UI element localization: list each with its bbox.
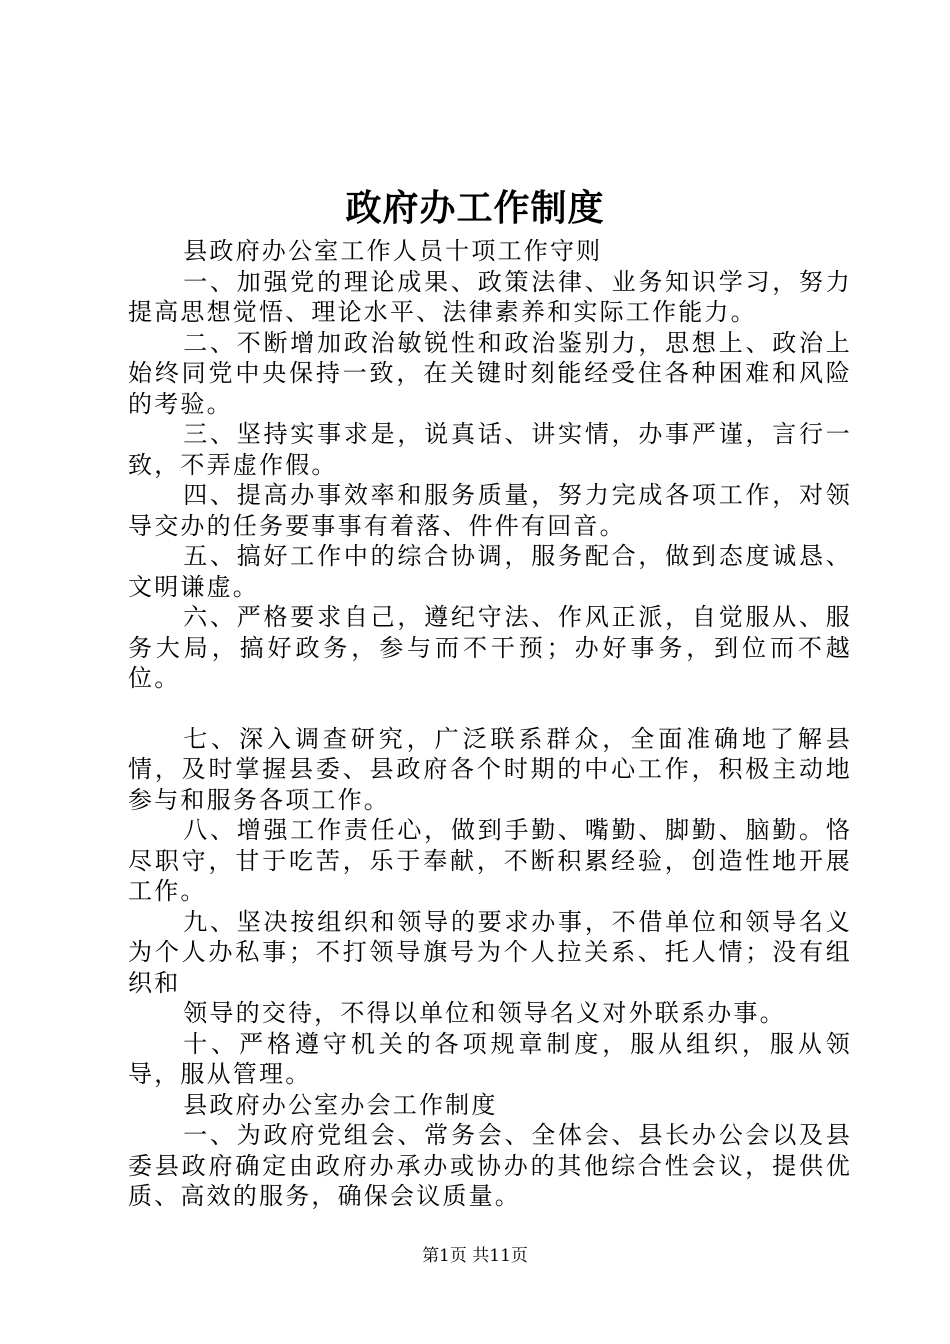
paragraph: 四、提高办事效率和服务质量，努力完成各项工作，对领导交办的任务要事事有着落、件件有回音。 — [128, 481, 852, 540]
page-footer: 第1页 共11页 — [422, 1246, 528, 1266]
paragraph: 六、严格要求自己，遵纪守法、作风正派，自觉服从、服务大局，搞好政务，参与而不干预；办好事务，到位而不越位。 — [128, 603, 852, 692]
paragraph: 九、坚决按组织和领导的要求办事，不借单位和领导名义为个人办私事；不打领导旗号为个人拉关系、托人情；没有组织和 — [128, 907, 852, 997]
paragraph: 三、坚持实事求是，说真话、讲实情，办事严谨，言行一致，不弄虚作假。 — [128, 420, 852, 479]
paragraph: 二、不断增加政治敏锐性和政治鉴别力，思想上、政治上始终同党中央保持一致，在关键时刻能经受住各种困难和风险的考验。 — [128, 328, 852, 418]
section-heading: 县政府办公室办会工作制度 — [183, 1090, 498, 1119]
paragraph: 七、深入调查研究，广泛联系群众，全面准确地了解县情，及时掌握县委、县政府各个时期的中心工作，积极主动地参与和服务各项工作。 — [128, 724, 852, 814]
document-title: 政府办工作制度 — [345, 187, 605, 229]
paragraph: 一、加强党的理论成果、政策法律、业务知识学习，努力提高思想觉悟、理论水平、法律素养和实际工作能力。 — [128, 267, 852, 326]
paragraph: 领导的交待，不得以单位和领导名义对外联系办事。 — [183, 999, 786, 1027]
paragraph: 一、为政府党组会、常务会、全体会、县长办公会以及县委县政府确定由政府办承办或协办的其他综合性会议，提供优质、高效的服务，确保会议质量。 — [128, 1121, 852, 1210]
document-body — [128, 236, 852, 1212]
paragraph: 八、增强工作责任心，做到手勤、嘴勤、脚勤、脑勤。恪尽职守，甘于吃苦，乐于奉献，不断积累经验，创造性地开展工作。 — [128, 816, 852, 905]
paragraph: 五、搞好工作中的综合协调，服务配合，做到态度诚恳、文明谦虚。 — [128, 542, 852, 601]
section-heading: 县政府办公室工作人员十项工作守则 — [183, 237, 603, 265]
paragraph: 十、严格遵守机关的各项规章制度，服从组织，服从领导，服从管理。 — [128, 1029, 852, 1088]
